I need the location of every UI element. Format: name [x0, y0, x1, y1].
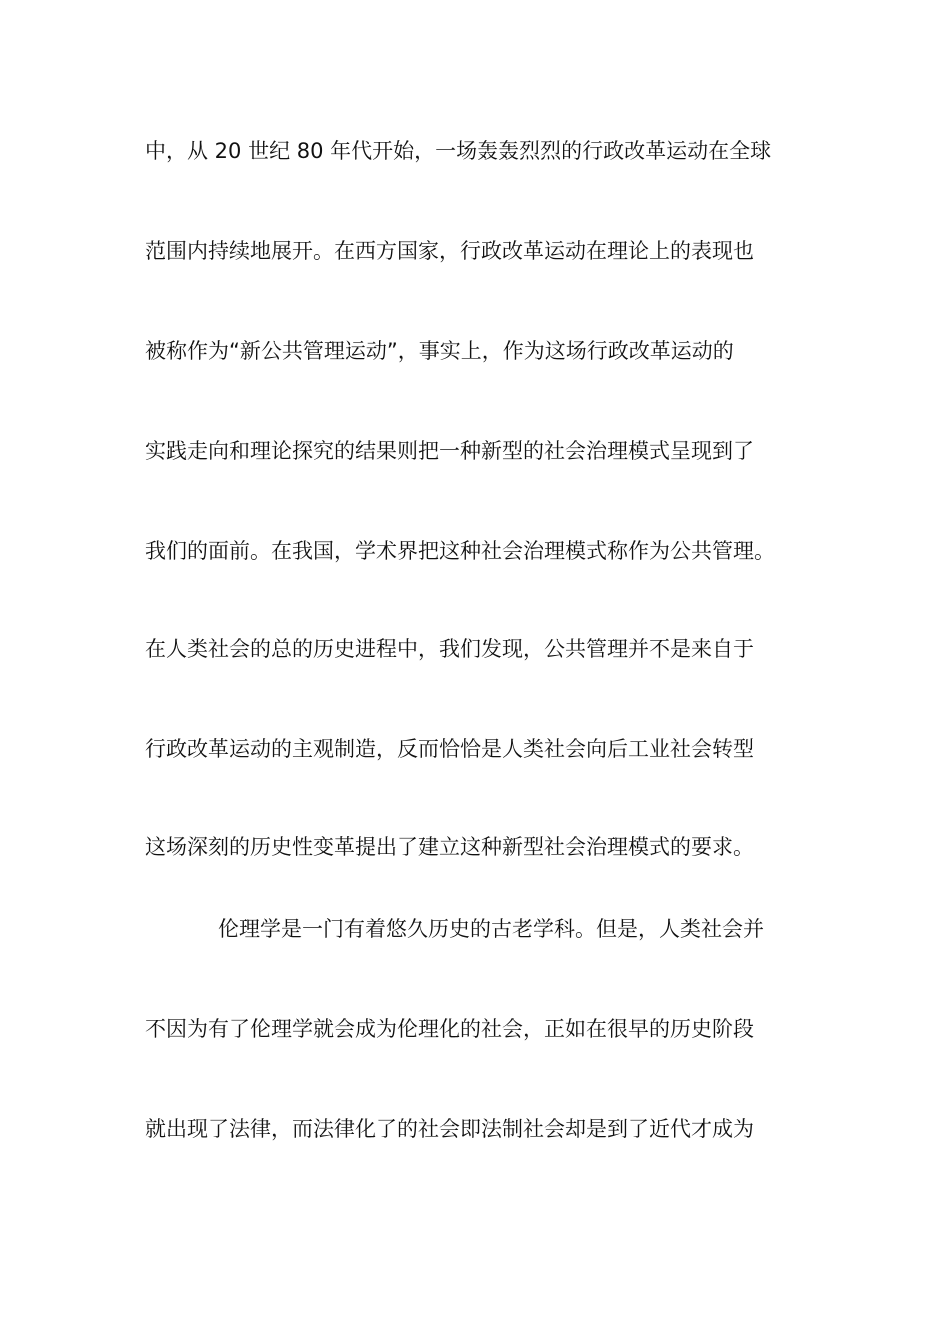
text-line: 被称作为“新公共管理运动”，事实上，作为这场行政改革运动的 [145, 339, 734, 363]
text-line: 这场深刻的历史性变革提出了建立这种新型社会治理模式的要求。 [145, 835, 754, 859]
text-line: 我们的面前。在我国，学术界把这种社会治理模式称作为公共管理。 [145, 539, 775, 563]
text-line: 范围内持续地展开。在西方国家，行政改革运动在理论上的表现也 [145, 239, 754, 263]
text-line: 就出现了法律，而法律化了的社会即法制社会却是到了近代才成为 [145, 1117, 754, 1141]
text-line: 不因为有了伦理学就会成为伦理化的社会，正如在很早的历史阶段 [145, 1017, 754, 1041]
text-line: 中，从 20 世纪 80 年代开始，一场轰轰烈烈的行政改革运动在全球 [145, 139, 772, 163]
paragraph-first-line: 伦理学是一门有着悠久历史的古老学科。但是，人类社会并 [218, 917, 764, 941]
text-line: 实践走向和理论探究的结果则把一种新型的社会治理模式呈现到了 [145, 439, 754, 463]
text-line: 在人类社会的总的历史进程中，我们发现，公共管理并不是来自于 [145, 637, 754, 661]
text-line: 行政改革运动的主观制造，反而恰恰是人类社会向后工业社会转型 [145, 737, 754, 761]
